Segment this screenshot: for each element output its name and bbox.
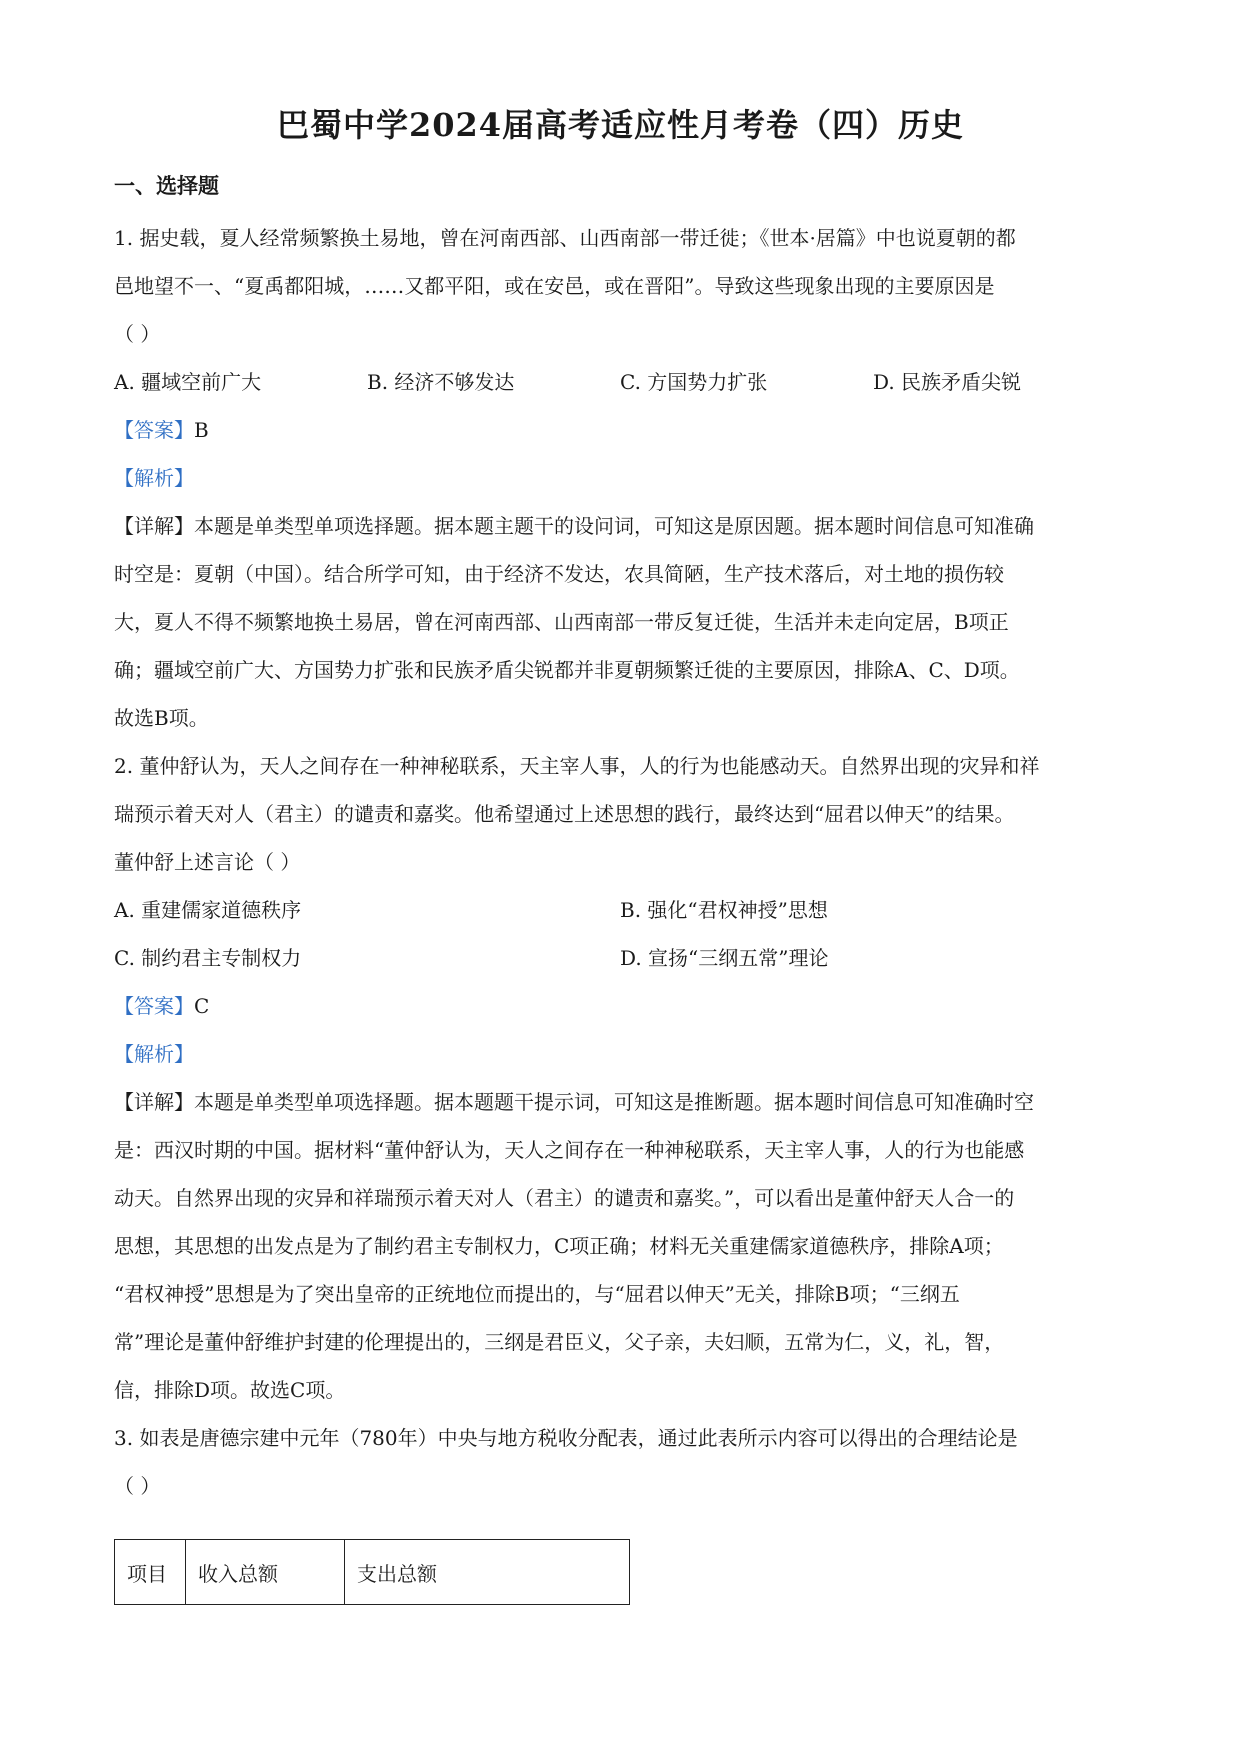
detail-tag: 【详解】 — [114, 1090, 194, 1114]
tax-distribution-table — [114, 1539, 630, 1605]
table-header-cell: 收入总额 — [186, 1540, 345, 1605]
q1-detail-line: 时空是：夏朝（中国）。结合所学可知，由于经济不发达，农具简陋，生产技术落后，对土地的损伤较 — [114, 562, 1004, 586]
q2-detail-line — [114, 1086, 1034, 1115]
section-heading: 一、选择题 — [114, 173, 219, 198]
detail-tag: 【详解】 — [114, 514, 194, 538]
q2-detail-line: 常”理论是董仲舒维护封建的伦理提出的，三纲是君臣义，父子亲，夫妇顺，五常为仁，义，礼，智， — [114, 1330, 1005, 1354]
q2-option-a: A. 重建儒家道德秩序 — [114, 898, 302, 922]
q2-answer — [114, 990, 209, 1019]
q2-detail-line: 思想，其思想的出发点是为了制约君主专制权力，C项正确；材料无关重建儒家道德秩序，排除A项； — [114, 1234, 1004, 1258]
q1-stem-line: 1. 据史载，夏人经常频繁换土易地，曾在河南西部、山西南部一带迁徙；《世本·居篇》中也说夏朝的都 — [114, 226, 1016, 250]
table-header-row — [115, 1540, 630, 1605]
q1-detail-text: 本题是单类型单项选择题。据本题主题干的设问词，可知这是原因题。据本题时间信息可知准确 — [194, 514, 1034, 538]
q2-detail-line: “君权神授”思想是为了突出皇帝的正统地位而提出的，与“屈君以伸天”无关，排除B项；“三纲五 — [114, 1282, 960, 1306]
q1-option-c: C. 方国势力扩张 — [620, 370, 768, 394]
q1-analysis-tag: 【解析】 — [114, 466, 194, 490]
q1-detail-line: 大，夏人不得不频繁地换土易居，曾在河南西部、山西南部一带反复迁徙，生活并未走向定居，B项正 — [114, 610, 1009, 634]
q1-stem-line: （ ） — [114, 322, 161, 346]
q2-detail-line: 动天。自然界出现的灾异和祥瑞预示着天对人（君主）的谴责和嘉奖。”，可以看出是董仲舒天人合一的 — [114, 1186, 1015, 1210]
table-header-cell: 支出总额 — [345, 1540, 630, 1605]
table-header-cell: 项目 — [115, 1540, 186, 1605]
q1-option-d: D. 民族矛盾尖锐 — [873, 370, 1022, 394]
answer-tag: 【答案】 — [114, 418, 194, 442]
q2-stem-line: 瑞预示着天对人（君主）的谴责和嘉奖。他希望通过上述思想的践行，最终达到“屈君以伸天”的结果。 — [114, 802, 1015, 826]
q1-answer — [114, 414, 209, 443]
q1-option-b: B. 经济不够发达 — [367, 370, 515, 394]
q2-detail-line: 信，排除D项。故选C项。 — [114, 1378, 346, 1402]
q2-option-b: B. 强化“君权神授”思想 — [620, 898, 828, 922]
q1-detail-line: 故选B项。 — [114, 706, 209, 730]
q3-stem-line: （ ） — [114, 1474, 161, 1498]
q1-detail-line — [114, 510, 1034, 539]
q2-option-d: D. 宣扬“三纲五常”理论 — [620, 946, 829, 970]
q1-detail-line: 确；疆域空前广大、方国势力扩张和民族矛盾尖锐都并非夏朝频繁迁徙的主要原因，排除A、C、D项。 — [114, 658, 1020, 682]
q2-analysis-tag: 【解析】 — [114, 1042, 194, 1066]
q1-option-a: A. 疆域空前广大 — [114, 370, 262, 394]
q2-detail-text: 本题是单类型单项选择题。据本题题干提示词，可知这是推断题。据本题时间信息可知准确时空 — [194, 1090, 1034, 1114]
q2-answer-value: C — [194, 994, 210, 1018]
answer-tag: 【答案】 — [114, 994, 194, 1018]
q1-answer-value: B — [194, 418, 209, 442]
q2-stem-line: 2. 董仲舒认为，天人之间存在一种神秘联系，天主宰人事，人的行为也能感动天。自然界出现的灾异和祥 — [114, 754, 1040, 778]
page-title: 巴蜀中学2024届高考适应性月考卷（四）历史 — [276, 106, 965, 144]
q2-stem-line: 董仲舒上述言论（ ） — [114, 850, 301, 874]
q3-stem-line: 3. 如表是唐德宗建中元年（780年）中央与地方税收分配表，通过此表所示内容可以得出的合理结论是 — [114, 1426, 1018, 1450]
q2-detail-line: 是：西汉时期的中国。据材料“董仲舒认为，天人之间存在一种神秘联系，天主宰人事，人的行为也能感 — [114, 1138, 1025, 1162]
q1-stem-line: 邑地望不一、“夏禹都阳城，……又都平阳，或在安邑，或在晋阳”。导致这些现象出现的主要原因是 — [114, 274, 995, 298]
q2-option-c: C. 制约君主专制权力 — [114, 946, 302, 970]
